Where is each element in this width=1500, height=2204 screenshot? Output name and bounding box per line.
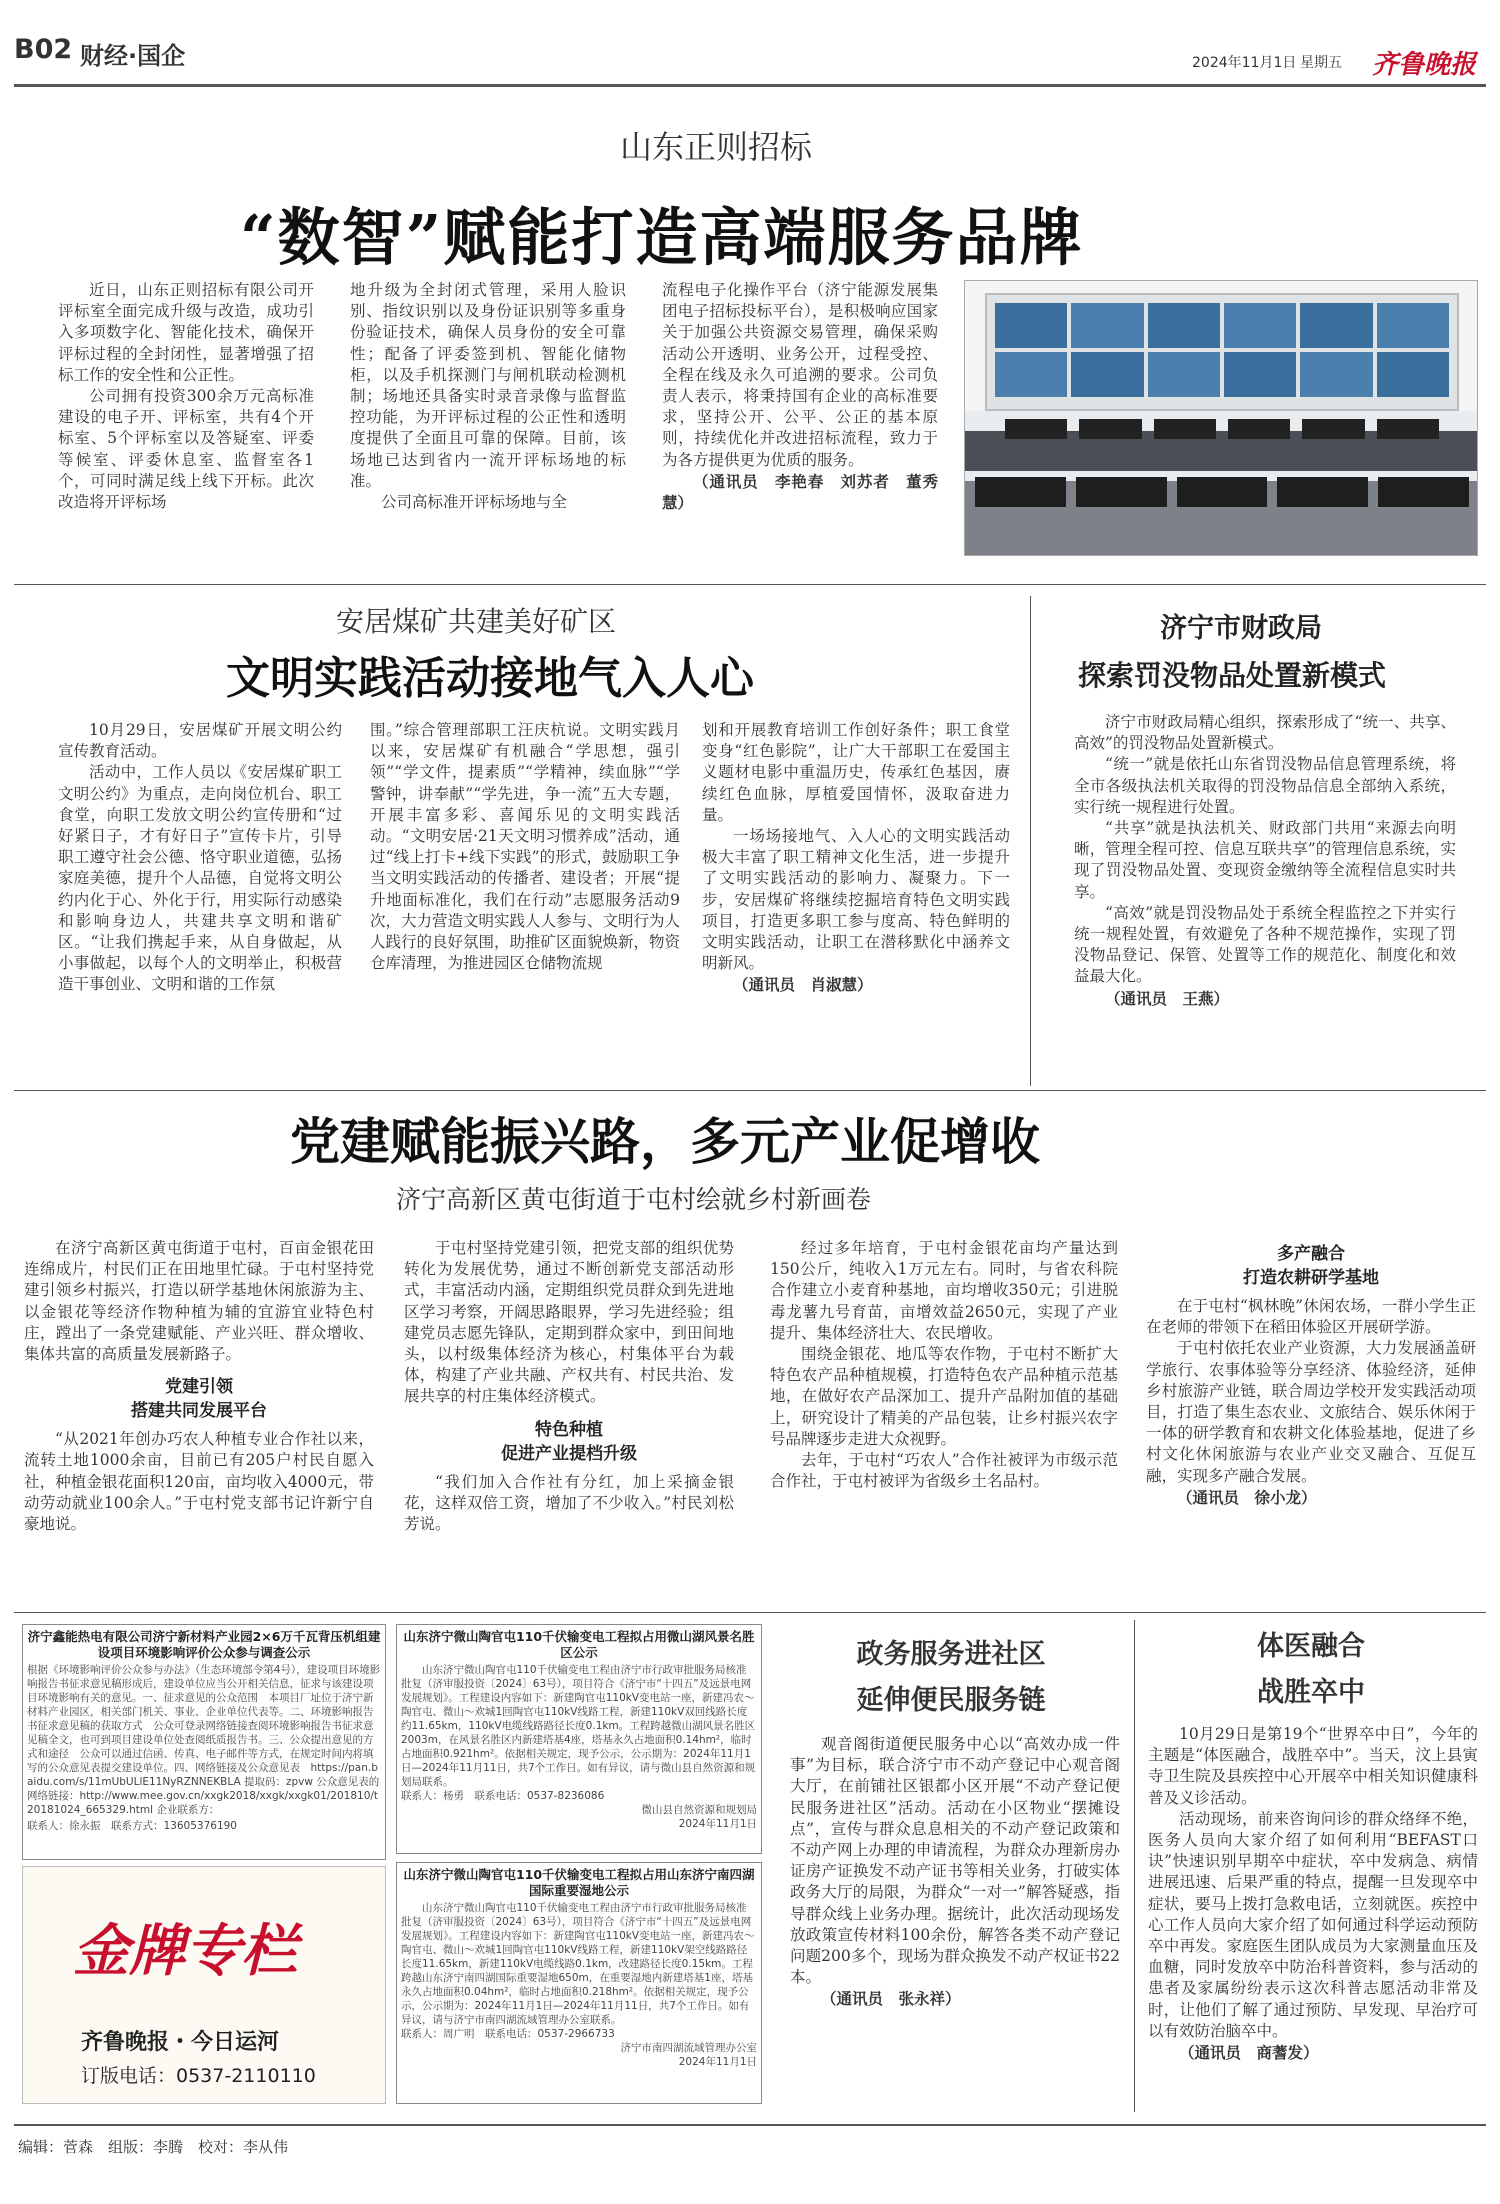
subheading: 多产融合	[1277, 1244, 1345, 1264]
byline: （通讯员 商蓍发）	[1179, 2043, 1319, 2063]
ad-body: 山东济宁微山陶官屯110千伏输变电工程由济宁市行政审批服务局核准批复（济审服投资〔2024〕63号），项目符合《济宁市“十四五”及远景电网发展规划》。工程建设内容如下：新建陶官屯110kV变电站一座，新建冯农～陶官屯、微山～欢城1回陶官屯110kV线路工程，新建110kV双回线路长度约11.65km，110kV电缆线路路径长度0.1km。工程跨越微山湖风景名胜区2003m，在风景名胜区内新建塔基4座，塔基永久占地面积0.14hm²，临时占地面积0.921hm²。依据相关规定，现予公示，公示期为：2024年11月1日—2024年11月11日，共7个工作日。如有异议，请与微山县自然资源和规划局联系。	[401, 1664, 756, 1788]
paragraph: “共享”就是执法机关、财政部门共用“来源去向明晰，管理全程可控、信息互联共享”的管理信息系统，实现了罚没物品处置、变现资金缴纳等全流程信息实时共享。	[1074, 819, 1456, 901]
header-rule	[14, 84, 1486, 87]
masthead-logo: 齐鲁晚报	[1372, 50, 1477, 80]
paragraph: “从2021年创办巧农人种植专业合作社以来，流转土地1000余亩，目前已有205户村民自愿入社，种植金银花面积120亩，亩均收入4000元，带动劳动就业100余人。”于屯村党支部书记许新宁自豪地说。	[24, 1430, 374, 1534]
art6-subhead: 战胜卒中	[1257, 1677, 1365, 1708]
paragraph: 济宁市财政局精心组织，探索形成了“统一、共享、高效”的罚没物品处置新模式。	[1074, 713, 1456, 753]
subheading: 打造农耕研学基地	[1243, 1268, 1379, 1288]
paragraph: 围绕金银花、地瓜等农作物，于屯村不断扩大特色农产品种植规模，打造特色农产品种植示范基地，在做好农产品深加工、提升产品附加值的基础上，研究设计了精美的产品包装，让乡村振兴农字号品牌逐步走进大众视野。	[770, 1345, 1118, 1448]
art1-kicker: 山东正则招标	[620, 128, 813, 166]
paragraph: 围。”综合管理部职工汪庆杭说。文明实践月以来，安居煤矿有机融合“学思想，强引领”“学文件，提素质”“学精神，续血脉”“学警钟，讲奉献”“学先进，争一流”五大专题，开展丰富多彩、喜闻乐见的文明实践活动。“文明安居·21天文明习惯养成”活动，通过“线上打卡+线下实践”的形式，鼓励职工争当文明实践活动的传播者、建设者；开展“提升地面标准化，我们在行动”志愿服务活动9次，大力营造文明实践人人参与、文明行为人人践行的良好氛围，助推矿区面貌焕新，物资仓库清理，为推进园区仓储物流规	[370, 721, 680, 973]
subheading: 促进产业提档升级	[501, 1443, 637, 1464]
paragraph: 活动现场，前来咨询问诊的群众络绎不绝，医务人员向大家介绍了如何利用“BEFAST口诀”快速识别早期卒中症状，卒中发病急、病情进展迅速、后果严重的特点，提醒一旦发现卒中症状，要马上拨打急救电话，立刻就医。疾控中心工作人员向大家介绍了如何通过科学运动预防卒中再发。家庭医生团队成员为大家测量血压及血糖，同时发放卒中防治科普资料，参与活动的患者及家属纷纷表示这次科普志愿活动非常及时，让他们了解了通过预防、早发现、早治疗可以有效防治脑卒中。	[1148, 1809, 1478, 2040]
paragraph: 公司拥有投资300余万元高标准建设的电子开、评标室，共有4个开标室、5个评标室以及答疑室、评委等候室、评委休息室、监督室各1个，可同时满足线上线下开标。此次改造将开评标场	[58, 387, 314, 512]
paragraph: 于屯村坚持党建引领，把党支部的组织优势转化为发展优势，通过不断创新党支部活动形式，丰富活动内涵，定期组织党员群众到先进地区学习考察，开阔思路眼界，学习先进经验；组建党员志愿先锋队，定期到群众家中，到田间地头，以村级集体经济为核心，村集体平台为载体，构建了产业共融、产权共有、村民共治、发展共享的村庄集体经济模式。	[404, 1239, 734, 1406]
ad-phone: 订版电话：0537-2110110	[81, 2065, 316, 2087]
paragraph: 活动中，工作人员以《安居煤矿职工文明公约》为重点，走向岗位机台、职工食堂，向职工发放文明公约宣传册和“过好紧日子，才有好日子”宣传卡片，引导职工遵守社会公德、恪守职业道德，弘扬家庭美德，提升个人品德，自觉将文明公约内化于心、外化于行，用实际行动感染和影响身边人，共建共享文明和谐矿区。“让我们携起手来，从自身做起，从小事做起，以每个人的文明举止，积极营造干事创业、文明和谐的工作氛	[58, 763, 342, 994]
art1-headline: “数智”赋能打造高端服务品牌	[240, 201, 1084, 274]
art1-col2	[350, 280, 626, 580]
divider	[14, 584, 1486, 585]
ad-signer: 济宁市南四湖流域管理办公室	[620, 2042, 757, 2054]
art6-headline: 体医融合	[1257, 1631, 1365, 1662]
divider	[14, 1612, 1486, 1613]
paragraph: 划和开展教育培训工作创好条件；职工食堂变身“红色影院”，让广大干部职工在爱国主义题材电影中重温历史，传承红色基因，赓续红色血脉，厚植爱国情怀，汲取奋进力量。	[702, 721, 1010, 824]
byline: （通讯员 肖淑慧）	[733, 975, 873, 995]
section-name: 财经·国企	[80, 42, 186, 70]
paragraph: 10月29日是第19个“世界卒中日”，今年的主题是“体医融合，战胜卒中”。当天，汶上县寅寺卫生院及县疾控中心开展卒中相关知识健康科普及义诊活动。	[1148, 1725, 1478, 1807]
ad-body: 山东济宁微山陶官屯110千伏输变电工程由济宁市行政审批服务局核准批复（济审服投资〔2024〕63号），项目符合《济宁市“十四五”及远景电网发展规划》。工程建设内容如下：新建陶官屯110kV变电站一座，新建冯农～陶官屯、微山～欢城1回陶官屯110kV线路工程，新建110kV架空线路路径长度11.65km，新建110kV电缆线路0.1km，改建路径长度0.15km。工程跨越山东济宁南四湖国际重要湿地650m，在重要湿地内新建塔基1座，塔基永久占地面积0.04hm²，临时占地面积0.218hm²。依据相关规定，现予公示，公示期为：2024年11月1日—2024年11月11日，共7个工作日。如有异议，请与济宁市南四湖流域管理办公室联系。	[401, 1902, 755, 2026]
art5-headline: 政务服务进社区	[856, 1639, 1046, 1670]
ad-contact: 联系人：徐永振 联系方式：13605376190	[27, 1820, 237, 1832]
paragraph: 观音阁街道便民服务中心以“高效办成一件事”为目标，联合济宁市不动产登记中心观音阁大厅，在前铺社区银都小区开展“不动产登记便民服务进社区”活动。活动在小区物业“摆摊设点”，宣传与群众息息相关的不动产登记政策和不动产网上办理的申请流程，为群众办理新房办证房产证换发不动产证书等相关业务，打破实体政务大厅的局限，为群众“一对一”解答疑惑，指导群众线上业务办理。据统计，此次活动现场发放政策宣传材料100余份，解答各类不动产登记问题200多个，现场为群众换发不动产权证书22本。	[790, 1735, 1120, 1987]
ad-signer: 微山县自然资源和规划局	[641, 1804, 757, 1816]
art2-col1	[58, 720, 342, 1080]
ad-title: 济宁鑫能热电有限公司济宁新材料产业园2×6万千瓦背压机组建设项目环境影响评价公众参与调查公示	[27, 1629, 381, 1660]
art4-headline: 党建赋能振兴路，多元产业促增收	[290, 1112, 1040, 1171]
art2-headline: 文明实践活动接地气入人心	[226, 653, 754, 704]
art2-kicker: 安居煤矿共建美好矿区	[336, 605, 617, 638]
ad-title: 山东济宁微山陶官屯110千伏输变电工程拟占用山东济宁南四湖国际重要湿地公示	[403, 1867, 755, 1898]
ad-contact: 联系人：周广明 联系电话：0537-2966733	[401, 2028, 615, 2040]
paragraph: 流程电子化操作平台（济宁能源发展集团电子招标投标平台），是积极响应国家关于加强公共资源交易管理，确保采购活动公开透明、业务公开，过程受控、全程在线及永久可追溯的要求。公司负责人表示，将秉持国有企业的高标准要求，坚持公开、公平、公正的基本原则，持续优化并改进招标流程，致力于为各方提供更为优质的服务。	[662, 281, 938, 469]
art4-subhead: 济宁高新区黄屯街道于屯村绘就乡村新画卷	[396, 1185, 872, 1214]
paragraph: “统一”就是依托山东省罚没物品信息管理系统，将全市各级执法机关取得的罚没物品信息全部纳入系统，实行统一规程进行处置。	[1074, 755, 1456, 816]
byline: （通讯员 徐小龙）	[1177, 1487, 1317, 1507]
byline: （通讯员 张永祥）	[821, 1989, 961, 2009]
art4-col3	[770, 1238, 1118, 1600]
ad-paper-name: 齐鲁晚报・今日运河	[81, 2030, 280, 2055]
paragraph: “我们加入合作社有分红，加上采摘金银花，这样双倍工资，增加了不少收入。”村民刘松芳说。	[404, 1472, 734, 1534]
art3-headline: 济宁市财政局	[1160, 613, 1322, 644]
art5-subhead: 延伸便民服务链	[856, 1685, 1046, 1716]
paragraph: 地升级为全封闭式管理，采用人脸识别、指纹识别以及身份证识别等多重身份验证技术，确保人员身份的安全可靠性；配备了评委签到机、智能化储物柜，以及手机探测门与闸机联动检测机制；场地还具备实时录音录像与监督监控功能，为开评标过程的公正性和透明度提供了全面且可靠的保障。目前，该场地已达到省内一流开评标场地的标准。	[350, 281, 626, 490]
art6-body	[1148, 1724, 1478, 2116]
paragraph: 去年，于屯村“巧农人”合作社被评为市级示范合作社，于屯村被评为省级乡土名品村。	[770, 1451, 1118, 1491]
art4-col1	[24, 1238, 374, 1600]
paragraph: 经过多年培育，于屯村金银花亩均产量达到150公斤，纯收入1万元左右。同时，与省农科院合作建立小麦育种基地，亩均增收350元；引进脱毒龙薯九号育苗，亩增效益2650元，实现了产业提升、集体经济壮大、农民增收。	[770, 1239, 1118, 1342]
paragraph: 于屯村依托农业产业资源，大力发展涵盖研学旅行、农事体验等分享经济、体验经济，延伸乡村旅游产业链，联合周边学校开发实践活动项目，打造了集生态农业、文旅结合、娱乐休闲于一体的研学教育和农耕文化体验基地，促进了乡村文化休闲旅游与农业产业交叉融合、互促互融，实现多产融合发展。	[1146, 1339, 1476, 1485]
byline: （通讯员 王燕）	[1105, 988, 1230, 1008]
ad-date: 2024年11月1日	[678, 1818, 757, 1830]
ad-date: 2024年11月1日	[678, 2056, 757, 2068]
paragraph: 近日，山东正则招标有限公司开评标室全面完成升级与改造，成功引入多项数字化、智能化技术，确保开评标过程的全封闭性，显著增强了招标工作的安全性和公正性。	[58, 281, 314, 384]
page-code: B02	[14, 34, 73, 65]
paragraph: 在济宁高新区黄屯街道于屯村，百亩金银花田连绵成片，村民们正在田地里忙碌。于屯村坚持党建引领乡村振兴，打造以研学基地休闲旅游为主、以金银花等经济作物种植为辅的宜游宜业特色村庄，蹚出了一条党建赋能、产业兴旺、群众增收、集体共富的高质量发展新路子。	[24, 1239, 374, 1364]
ad-environmental-notice	[22, 1624, 386, 1860]
subheading: 特色种植	[535, 1419, 603, 1440]
art3-subhead: 探索罚没物品处置新模式	[1078, 659, 1387, 692]
subheading: 搭建共同发展平台	[131, 1401, 267, 1422]
divider-v	[1134, 1620, 1135, 2112]
art3-body	[1074, 712, 1456, 1084]
ad-gold-column	[22, 1866, 386, 2104]
weekday: 星期五	[1300, 55, 1342, 71]
ad-title: 山东济宁微山陶官屯110千伏输变电工程拟占用微山湖风景名胜区公示	[403, 1629, 755, 1660]
art2-col3	[702, 720, 1010, 1080]
divider	[14, 1090, 1486, 1091]
control-room-photo	[964, 280, 1478, 556]
art1-col3	[662, 280, 938, 580]
byline: （通讯员 李艳春 刘苏者 董秀慧）	[662, 471, 938, 513]
ad-wetland-notice	[396, 1862, 762, 2104]
art5-body	[790, 1734, 1120, 2112]
footer-credits: 编辑：菅森 组版：李腾 校对：李从伟	[18, 2138, 289, 2156]
ad-body: 根据《环境影响评价公众参与办法》（生态环境部令第4号），建设项目环境影响报告书征求意见稿形成后，建设单位应当公开相关信息，征求与该建设项目环境影响有关的意见。一、征求意见的公众范围 本项目厂址位于济宁新材料产业园区，相关部门机关、事业、企业单位代表等。二、环境影响报告书征求意见稿的获取方式 公众可登录网络链接查阅环境影响报告书征求意见稿全文，也可到项目建设单位处查阅纸质报告书。三、公众提出意见的方式和途径 公众可以通过信函、传真、电子邮件等方式，在规定时间内将填写的公众意见表提交建设单位。四、网络链接及公众意见表 https://pan.baidu.com/s/11mUbULlE11NyRZNNEKBLA 提取码：zpvw 公众意见表的网络链接：http://www.mee.gov.cn/xxgk2018/xxgk/xxgk01/201810/t20181024_665329.html 企业联系方：	[27, 1664, 381, 1816]
issue-date: 2024年11月1日	[1192, 55, 1297, 71]
paragraph: 在于屯村“枫林晚”休闲农场，一群小学生正在老师的带领下在稻田体验区开展研学游。	[1146, 1297, 1476, 1337]
ad-scenic-notice	[396, 1624, 762, 1854]
paragraph: 一场场接地气、入人心的文明实践活动极大丰富了职工精神文化生活，进一步提升了文明实践活动的影响力、凝聚力。下一步，安居煤矿将继续挖掘培育特色文明实践项目，打造更多职工参与度高、特色鲜明的文明实践活动，让职工在潜移默化中涵养文明新风。	[702, 827, 1010, 973]
paragraph: “高效”就是罚没物品处于系统全程监控之下并实行统一规程处置，有效避免了各种不规范操作，实现了罚没物品登记、保管、处置等工作的规范化、制度化和效益最大化。	[1074, 903, 1456, 986]
art1-col1	[58, 280, 314, 580]
divider-v	[1030, 596, 1031, 1086]
brand-logo: 金牌专栏	[73, 1918, 297, 1984]
paragraph: 公司高标准开评标场地与全	[381, 493, 568, 512]
art4-col4	[1146, 1238, 1476, 1600]
paragraph: 10月29日，安居煤矿开展文明公约宣传教育活动。	[58, 721, 342, 761]
subheading: 党建引领	[165, 1377, 233, 1398]
footer-rule	[14, 2124, 1486, 2126]
art4-col2	[404, 1238, 734, 1600]
art2-col2	[370, 720, 680, 1080]
ad-contact: 联系人：杨勇 联系电话：0537-8236086	[401, 1790, 605, 1802]
